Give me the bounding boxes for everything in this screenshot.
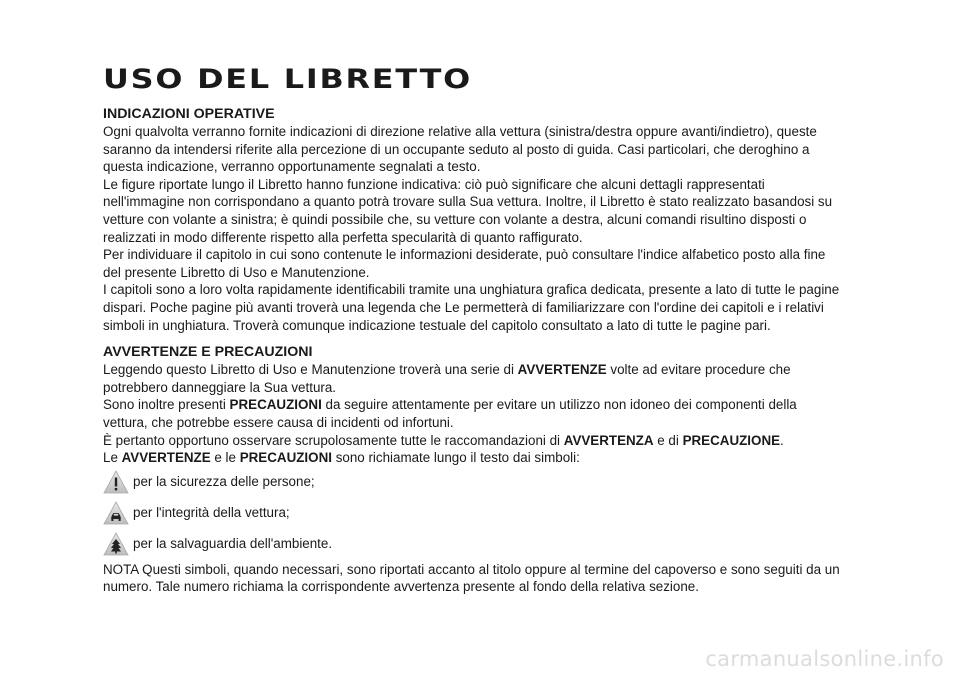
warning-exclamation-icon [103,469,129,495]
symbol-row-persons [103,468,843,496]
text: Leggendo questo Libretto di Uso e Manutenzione troverà una serie di [103,362,518,378]
watermark: carmanualsonline.info [705,647,944,671]
paragraph: Ogni qualvolta verranno fornite indicazioni di direzione relative alla vettura (sinistra/destra oppure avanti/indietro), queste saranno da intendersi riferite alla percezione di un occupante seduto al posto di guida. Casi particolari, che deroghino a questa indicazione, verranno opportunamente segnalati a testo. [103,124,817,175]
manual-page [103,64,843,596]
paragraph [103,449,843,467]
text: e le [210,450,240,466]
text: sono richiamate lungo il testo dai simboli: [331,450,580,466]
page-title: USO DEL LIBRETTO [103,64,472,95]
paragraph [103,432,843,450]
bold-term: PRECAUZIONI [229,397,322,413]
note-paragraph: NOTA Questi simboli, quando necessari, sono riportati accanto al titolo oppure al termine del capoverso e sono seguiti da un numero. Tale numero richiama la corrispondente avvertenza presente al fondo della relativa sezione. [103,561,840,595]
warning-car-icon [103,500,129,526]
bold-term: AVVERTENZE [517,362,607,378]
paragraph [103,361,843,396]
symbol-text: per la salvaguardia dell'ambiente. [133,536,333,552]
paragraph: I capitoli sono a loro volta rapidamente identificabili tramite una unghiatura grafica dedicata, presente a lato di tutte le pagine dispari. Poche pagine più avanti troverà una legenda che Le permetterà di familiarizzare con l'ordine dei capitoli e i relativi simboli in unghiatura. Troverà comunque indicazione testuale del capitolo consultato a lato di tutte le pagine pari. [103,282,840,333]
bold-term: PRECAUZIONI [239,450,332,466]
text: da seguire attentamente per evitare un utilizzo non idoneo dei componenti della vettura, che potrebbe essere causa di incidenti od infortuni. [103,397,797,430]
bold-term: PRECAUZIONE [682,432,781,448]
text: e di [653,432,683,448]
symbol-text: per la sicurezza delle persone; [133,474,315,490]
text: Le [103,450,122,466]
paragraph [103,396,843,431]
symbol-row-environment [103,530,843,558]
symbol-row-vehicle [103,499,843,527]
text: . [780,432,784,448]
bold-term: AVVERTENZA [563,432,654,448]
text: È pertanto opportuno osservare scrupolosamente tutte le raccomandazioni di [103,432,564,448]
text: Sono inoltre presenti [103,397,230,413]
symbol-text: per l'integrità della vettura; [133,505,290,521]
text: volte ad evitare procedure che potrebbero danneggiare la Sua vettura. [103,362,791,395]
paragraph: Per individuare il capitolo in cui sono contenute le informazioni desiderate, può consultare l'indice alfabetico posto alla fine del presente Libretto di Uso e Manutenzione. [103,247,826,280]
section-heading-warnings: AVVERTENZE E PRECAUZIONI [103,344,313,361]
section-heading-operative: INDICAZIONI OPERATIVE [103,106,275,122]
bold-term: AVVERTENZE [121,450,211,466]
warning-tree-icon [103,531,129,557]
paragraph: Le figure riportate lungo il Libretto hanno funzione indicativa: ciò può significare che alcuni dettagli rappresentati nell'immagine non corrispondano a quanto potrà trovare sulla Sua vettura. Inoltre, il Libretto è stato realizzato basandosi su vetture con volante a sinistra; è quindi possibile che, su vetture con volante a destra, alcuni comandi risultino disposti o realizzati in modo differente rispetto alla perfetta specularità di quanto raffigurato. [103,176,833,245]
